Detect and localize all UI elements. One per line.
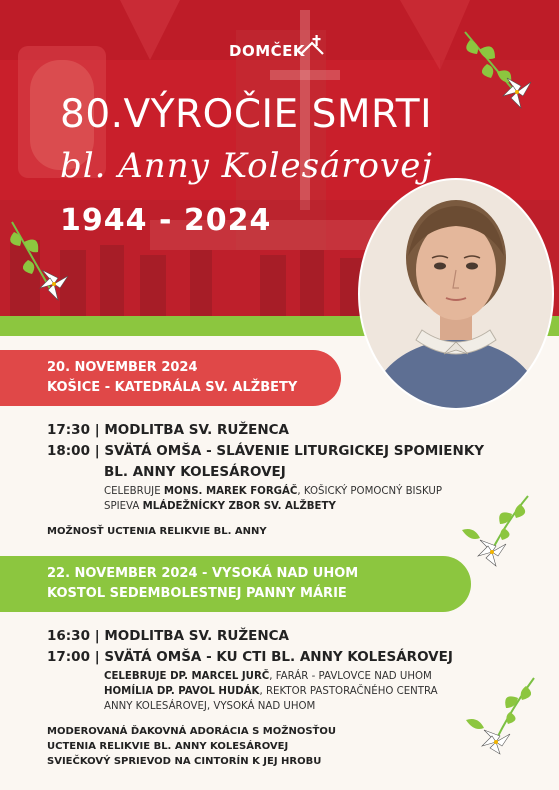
event1-program-2-cont: BL. ANNY KOLESÁROVEJ	[104, 464, 286, 480]
event2-note-2: UCTENIA RELIKVIE BL. ANNY KOLESÁROVEJ	[47, 741, 289, 752]
event2-homily-cont: ANNY KOLESÁROVEJ, VYSOKÁ NAD UHOM	[104, 701, 316, 712]
lily-flower-icon	[2, 212, 82, 312]
lily-flower-icon	[462, 672, 542, 758]
event2-program-1: 16:30 | MODLITBA SV. RUŽENCA	[47, 628, 289, 644]
portrait-blessed-anna	[358, 178, 554, 410]
event1-place: KOŠICE - KATEDRÁLA SV. ALŽBETY	[47, 380, 298, 395]
event1-program-1: 17:30 | MODLITBA SV. RUŽENCA	[47, 422, 289, 438]
title-years: 1944 - 2024	[60, 203, 272, 238]
event2-note-3: SVIEČKOVÝ SPRIEVOD NA CINTORÍN K JEJ HROBU	[47, 756, 322, 767]
event1-choir: SPIEVA MLÁDEŽNÍCKY ZBOR SV. ALŽBETY	[104, 501, 336, 512]
event2-header	[0, 556, 471, 612]
event1-date: 20. NOVEMBER 2024	[47, 360, 198, 375]
logo-text: DOMČEK	[229, 42, 306, 60]
event1-program-2: 18:00 | SVÄTÁ OMŠA - SLÁVENIE LITURGICKEJ SPOMIENKY	[47, 443, 485, 459]
event2-date-place: 22. NOVEMBER 2024 - VYSOKÁ NAD UHOM	[47, 566, 359, 581]
lily-flower-icon	[455, 22, 545, 112]
event2-church: KOSTOL SEDEMBOLESTNEJ PANNY MÁRIE	[47, 586, 347, 601]
event2-program-2: 17:00 | SVÄTÁ OMŠA - KU CTI BL. ANNY KOLESÁROVEJ	[47, 649, 453, 665]
event1-note: MOŽNOSŤ UCTENIA RELIKVIE BL. ANNY	[47, 526, 267, 537]
event1-header	[0, 350, 341, 406]
domcek-logo	[229, 34, 329, 68]
title-anniversary: 80.VÝROČIE SMRTI	[60, 92, 433, 137]
lily-flower-icon	[458, 490, 538, 570]
event1-celebrant: CELEBRUJE MONS. MAREK FORGÁČ, KOŠICKÝ POMOCNÝ BISKUP	[104, 486, 443, 497]
roof-cross-icon	[299, 34, 325, 60]
event2-celebrant: CELEBRUJE DP. MARCEL JURČ, FARÁR - PAVLOVCE NAD UHOM	[104, 671, 432, 682]
event2-homily: HOMÍLIA DP. PAVOL HUDÁK, REKTOR PASTORAČNÉHO CENTRA	[104, 686, 438, 697]
title-name: bl. Anny Kolesárovej	[60, 146, 433, 186]
event2-note-1: MODEROVANÁ ĎAKOVNÁ ADORÁCIA S MOŽNOSŤOU	[47, 726, 336, 737]
